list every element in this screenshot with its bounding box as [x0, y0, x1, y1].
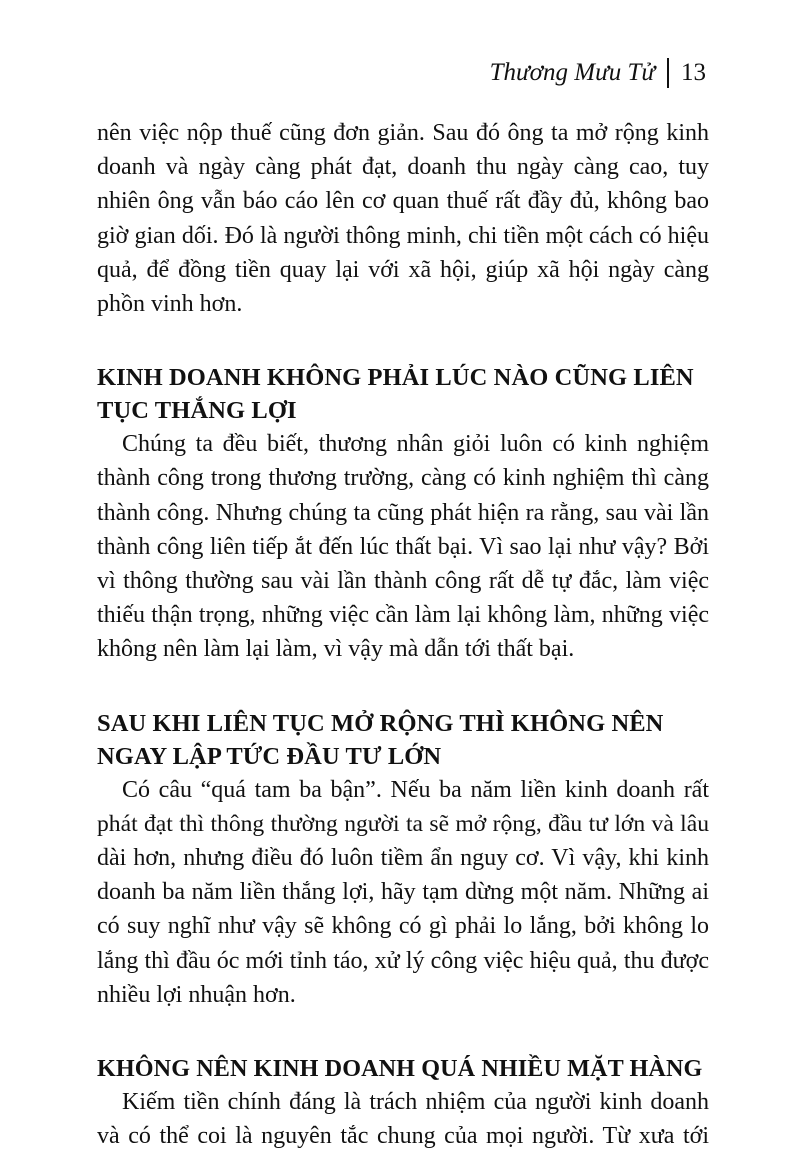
section-3: [97, 1052, 709, 1153]
text-line: thành công liên tiếp ắt đến lúc thất bại. Vì sao lại như vậy? Bởi: [97, 533, 709, 560]
text-line: dài hơn, nhưng điều đó luôn tiềm ẩn nguy cơ. Vì vậy, khi kinh: [97, 845, 709, 872]
section-body: [97, 1085, 709, 1153]
header-divider: [667, 58, 669, 88]
text-line: và có thể coi là nguyên tắc chung của mọi người. Từ xưa tới: [97, 1123, 709, 1150]
text-line: vì thông thường sau vài lần thành công rất dễ tự đắc, làm việc: [97, 568, 709, 595]
heading-line: TỤC THẮNG LỢI: [97, 397, 297, 425]
text-line: không nên làm lại làm, vì vậy mà dẫn tới thất bại.: [97, 636, 575, 663]
section-2: [97, 707, 709, 1012]
section-heading: [97, 361, 709, 427]
page-number: 13: [681, 59, 706, 86]
running-header: [490, 58, 706, 88]
heading-line: SAU KHI LIÊN TỤC MỞ RỘNG THÌ KHÔNG NÊN: [97, 709, 664, 737]
section-body: [97, 427, 709, 666]
text-line: doanh ba năm liền thắng lợi, hãy tạm dừng một năm. Những ai: [97, 879, 709, 906]
text-line: thiếu thận trọng, những việc cần làm lại không làm, những việc: [97, 602, 709, 629]
text-line: Kiếm tiền chính đáng là trách nhiệm của người kinh doanh: [122, 1089, 709, 1116]
heading-line: KHÔNG NÊN KINH DOANH QUÁ NHIỀU MẶT HÀNG: [97, 1055, 703, 1083]
heading-line: KINH DOANH KHÔNG PHẢI LÚC NÀO CŨNG LIÊN: [97, 364, 694, 392]
text-line: Chúng ta đều biết, thương nhân giỏi luôn có kinh nghiệm: [122, 431, 709, 458]
text-line: nhiều lợi nhuận hơn.: [97, 981, 296, 1008]
text-line: Có câu “quá tam ba bận”. Nếu ba năm liền kinh doanh rất: [122, 776, 709, 803]
intro-paragraph: [97, 116, 709, 321]
page-content: [97, 116, 709, 1153]
text-line: nhiên ông vẫn báo cáo lên cơ quan thuế rất đầy đủ, không bao: [97, 188, 709, 215]
book-title: Thương Mưu Tử: [489, 59, 655, 86]
text-line: giờ gian dối. Đó là người thông minh, chi tiền một cách có hiệu: [97, 222, 709, 249]
text-line: thành công trong thương trường, càng có kinh nghiệm thì càng: [97, 465, 709, 492]
text-line: có suy nghĩ như vậy sẽ không có gì phải lo lắng, bởi không lo: [97, 913, 709, 940]
text-line: doanh và ngày càng phát đạt, doanh thu ngày càng cao, tuy: [97, 154, 709, 181]
section-heading: [97, 1052, 709, 1085]
heading-line: NGAY LẬP TỨC ĐẦU TƯ LỚN: [97, 742, 442, 770]
text-line: phồn vinh hơn.: [97, 291, 243, 318]
text-line: lắng thì đầu óc mới tỉnh táo, xử lý công việc hiệu quả, thu được: [97, 947, 709, 974]
text-line: thành công. Nhưng chúng ta cũng phát hiện ra rằng, sau vài lần: [97, 499, 709, 526]
text-line: nên việc nộp thuế cũng đơn giản. Sau đó ông ta mở rộng kinh: [97, 120, 709, 146]
text-line: phát đạt thì thông thường người ta sẽ mở rộng, đầu tư lớn và lâu: [97, 810, 709, 837]
text-line: quả, để đồng tiền quay lại với xã hội, giúp xã hội ngày càng: [97, 256, 709, 283]
section-body: [97, 773, 709, 1012]
section-1: [97, 361, 709, 666]
section-heading: [97, 707, 709, 773]
